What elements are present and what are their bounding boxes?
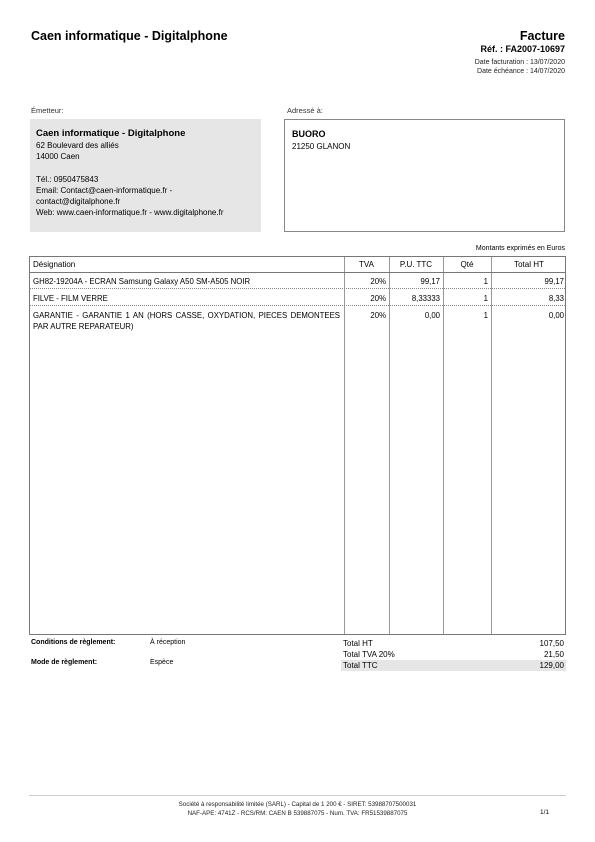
page-number: 1/1: [539, 809, 549, 816]
row-designation: GARANTIE - GARANTIE 1 AN (HORS CASSE, OXYDATION, PIECES DEMONTEES PAR AUTRE REPARATEUR): [33, 311, 340, 331]
row-quantity: 1: [483, 311, 488, 320]
header-quantity: Qté: [460, 260, 474, 269]
emitter-phone: Tél.: 0950475843: [36, 174, 99, 184]
payment-terms-value: À réception: [150, 639, 186, 646]
recipient-city: 21250 GLANON: [292, 142, 351, 151]
row-unit-price: 0,00: [424, 311, 440, 320]
payment-mode-value: Espèce: [150, 659, 174, 666]
row-total: 8,33: [548, 294, 564, 303]
total-tva-value: 21,50: [543, 650, 564, 659]
company-title: Caen informatique - Digitalphone: [31, 29, 228, 43]
table-row: [30, 310, 565, 334]
row-unit-price: 8,33333: [411, 294, 440, 303]
emitter-label: Émetteur:: [31, 106, 64, 115]
payment-terms-label: Conditions de règlement:: [31, 639, 116, 646]
row-total: 99,17: [544, 277, 564, 286]
row-total: 0,00: [548, 311, 564, 320]
recipient-box: [284, 119, 565, 232]
total-ht-value: 107,50: [539, 639, 564, 648]
header-unit-price: P.U. TTC: [399, 260, 433, 269]
payment-mode-label: Mode de règlement:: [31, 659, 98, 666]
emitter-name: Caen informatique - Digitalphone: [36, 128, 186, 139]
total-ht-label: Total HT: [343, 639, 373, 648]
emitter-web: Web: www.caen-informatique.fr - www.digitalphone.fr: [36, 208, 224, 218]
recipient-name: BUORO: [292, 129, 326, 139]
row-tva: 20%: [370, 294, 386, 303]
currency-note: Montants exprimés en Euros: [475, 245, 565, 252]
emitter-address-line1: 62 Boulevard des alliés: [36, 141, 119, 151]
header-total-ht: Total HT: [514, 260, 544, 269]
totals-block: [341, 638, 566, 671]
row-separator: [30, 288, 565, 289]
due-date: Date échéance : 14/07/2020: [477, 68, 565, 75]
emitter-address-line2: 14000 Caen: [36, 152, 80, 162]
table-header: [30, 257, 565, 273]
emitter-box: [30, 119, 261, 232]
invoice-lines-table: [29, 256, 566, 635]
footer-line-2: NAF-APE: 4741Z - RCS/RM: CAEN B 539887075 - Num. TVA: FR51539887075: [187, 810, 408, 817]
row-designation: FILVE - FILM VERRE: [33, 294, 108, 303]
total-ht-row: [341, 638, 566, 649]
invoice-reference: Réf. : FA2007-10697: [480, 44, 565, 54]
total-tva-label: Total TVA 20%: [343, 650, 395, 659]
row-designation: GH82-19204A - ECRAN Samsung Galaxy A50 SM-A505 NOIR: [33, 277, 251, 286]
header-tva: TVA: [359, 260, 374, 269]
row-separator: [30, 305, 565, 306]
row-tva: 20%: [370, 277, 386, 286]
total-ttc-row: [341, 660, 566, 671]
row-tva: 20%: [370, 311, 386, 320]
recipient-label: Adressé à:: [287, 106, 323, 115]
emitter-email: Email: Contact@caen-informatique.fr - contact@digitalphone.fr: [36, 185, 173, 207]
footer-divider: [29, 795, 566, 796]
total-ttc-label: Total TTC: [343, 661, 378, 670]
invoice-dates: [475, 58, 565, 76]
total-tva-row: [341, 649, 566, 660]
document-type: Facture: [519, 29, 565, 43]
invoice-date: Date facturation : 13/07/2020: [474, 59, 565, 66]
header-designation: Désignation: [33, 260, 76, 269]
row-quantity: 1: [483, 294, 488, 303]
row-unit-price: 99,17: [420, 277, 440, 286]
footer-legal: [29, 800, 566, 818]
footer-line-1: Société à responsabilité limitée (SARL) - Capital de 1 200 € - SIRET: 53988707500031: [178, 801, 417, 808]
row-quantity: 1: [483, 277, 488, 286]
total-ttc-value: 129,00: [539, 661, 564, 670]
